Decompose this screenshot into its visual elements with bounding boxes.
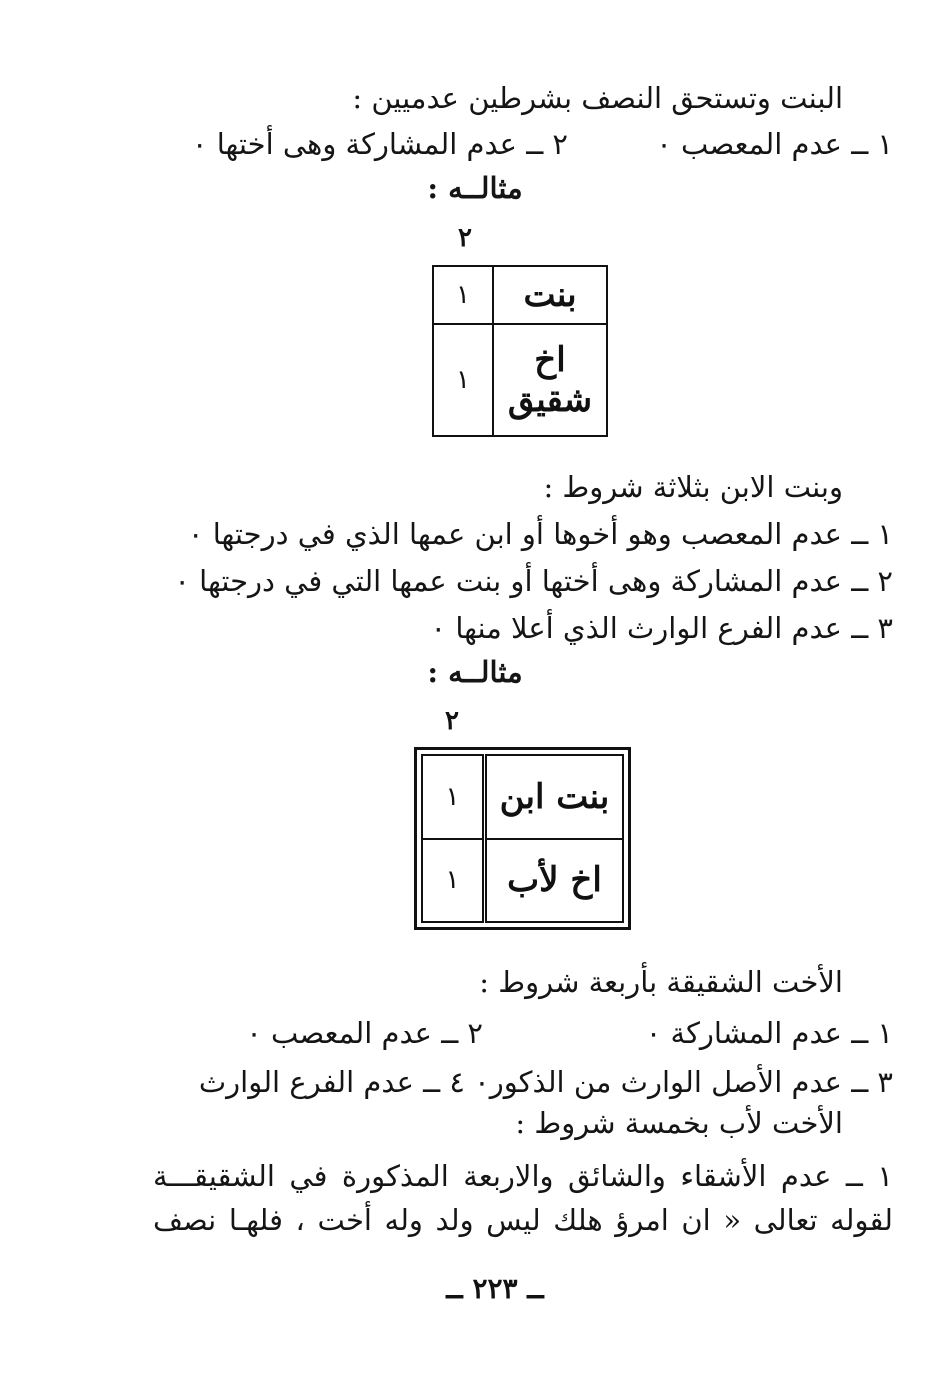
- example-heading: مثالــه :: [427, 655, 523, 689]
- page-number: ــ ٢٢٣ ــ: [446, 1272, 544, 1305]
- paternal-sister-intro: الأخت لأب بخمسة شروط :: [515, 1106, 843, 1140]
- sons-daughter-cond-3: ٣ ــ عدم الفرع الوارث الذي أعلا منها ٠: [430, 611, 893, 645]
- example-heading: مثالــه :: [427, 171, 523, 205]
- inheritance-table: [414, 747, 631, 930]
- full-sister-line-3: ٣ ــ عدم الأصل الوارث من الذكور٠ ٤ ــ عدم الفرع الوارث: [198, 1065, 893, 1099]
- table-row: [433, 324, 607, 436]
- sons-daughter-cond-2: ٢ ــ عدم المشاركة وهى أختها أو بنت عمها التي في درجتها ٠: [174, 564, 893, 598]
- sons-daughter-cond-1: ١ ــ عدم المعصب وهو أخوها أو ابن عمها الذي في درجتها ٠: [187, 517, 893, 551]
- share-cell: ١: [433, 324, 493, 436]
- heir-name-cell: اخ شقيق: [493, 324, 607, 436]
- full-sister-cond-1: ١ ــ عدم المشاركة ٠: [645, 1016, 893, 1050]
- heir-name-cell: بنت: [493, 266, 607, 324]
- inheritance-table: [432, 265, 608, 437]
- table-row: [433, 266, 607, 324]
- heir-name-cell: بنت ابن: [485, 755, 624, 839]
- daughter-intro: البنت وتستحق النصف بشرطين عدميين :: [352, 81, 843, 115]
- share-cell: ١: [433, 266, 493, 324]
- table-row: [422, 755, 623, 839]
- sons-daughter-intro: وبنت الابن بثلاثة شروط :: [543, 470, 843, 504]
- paternal-sister-line-1: ١ ــ عدم الأشقاء والشائق والاربعة المذكورة في الشقيقـــة: [153, 1159, 893, 1193]
- full-sister-cond-2: ٢ ــ عدم المعصب ٠: [246, 1016, 483, 1050]
- paternal-sister-line-2: لقوله تعالى « ان امرؤ هلك ليس ولد وله أخت ، فلهـا نصف: [153, 1203, 893, 1237]
- full-sister-intro: الأخت الشقيقة بأربعة شروط :: [479, 965, 843, 999]
- table-base-number: ٢: [458, 223, 472, 253]
- share-cell: ١: [422, 755, 485, 839]
- daughter-cond-1: ١ ــ عدم المعصب ٠: [656, 127, 893, 161]
- share-cell: ١: [422, 839, 485, 923]
- table-base-number: ٢: [445, 706, 459, 736]
- table-row: [422, 839, 623, 923]
- heir-name-cell: اخ لأب: [485, 839, 624, 923]
- daughter-cond-2: ٢ ــ عدم المشاركة وهى أختها ٠: [191, 127, 568, 161]
